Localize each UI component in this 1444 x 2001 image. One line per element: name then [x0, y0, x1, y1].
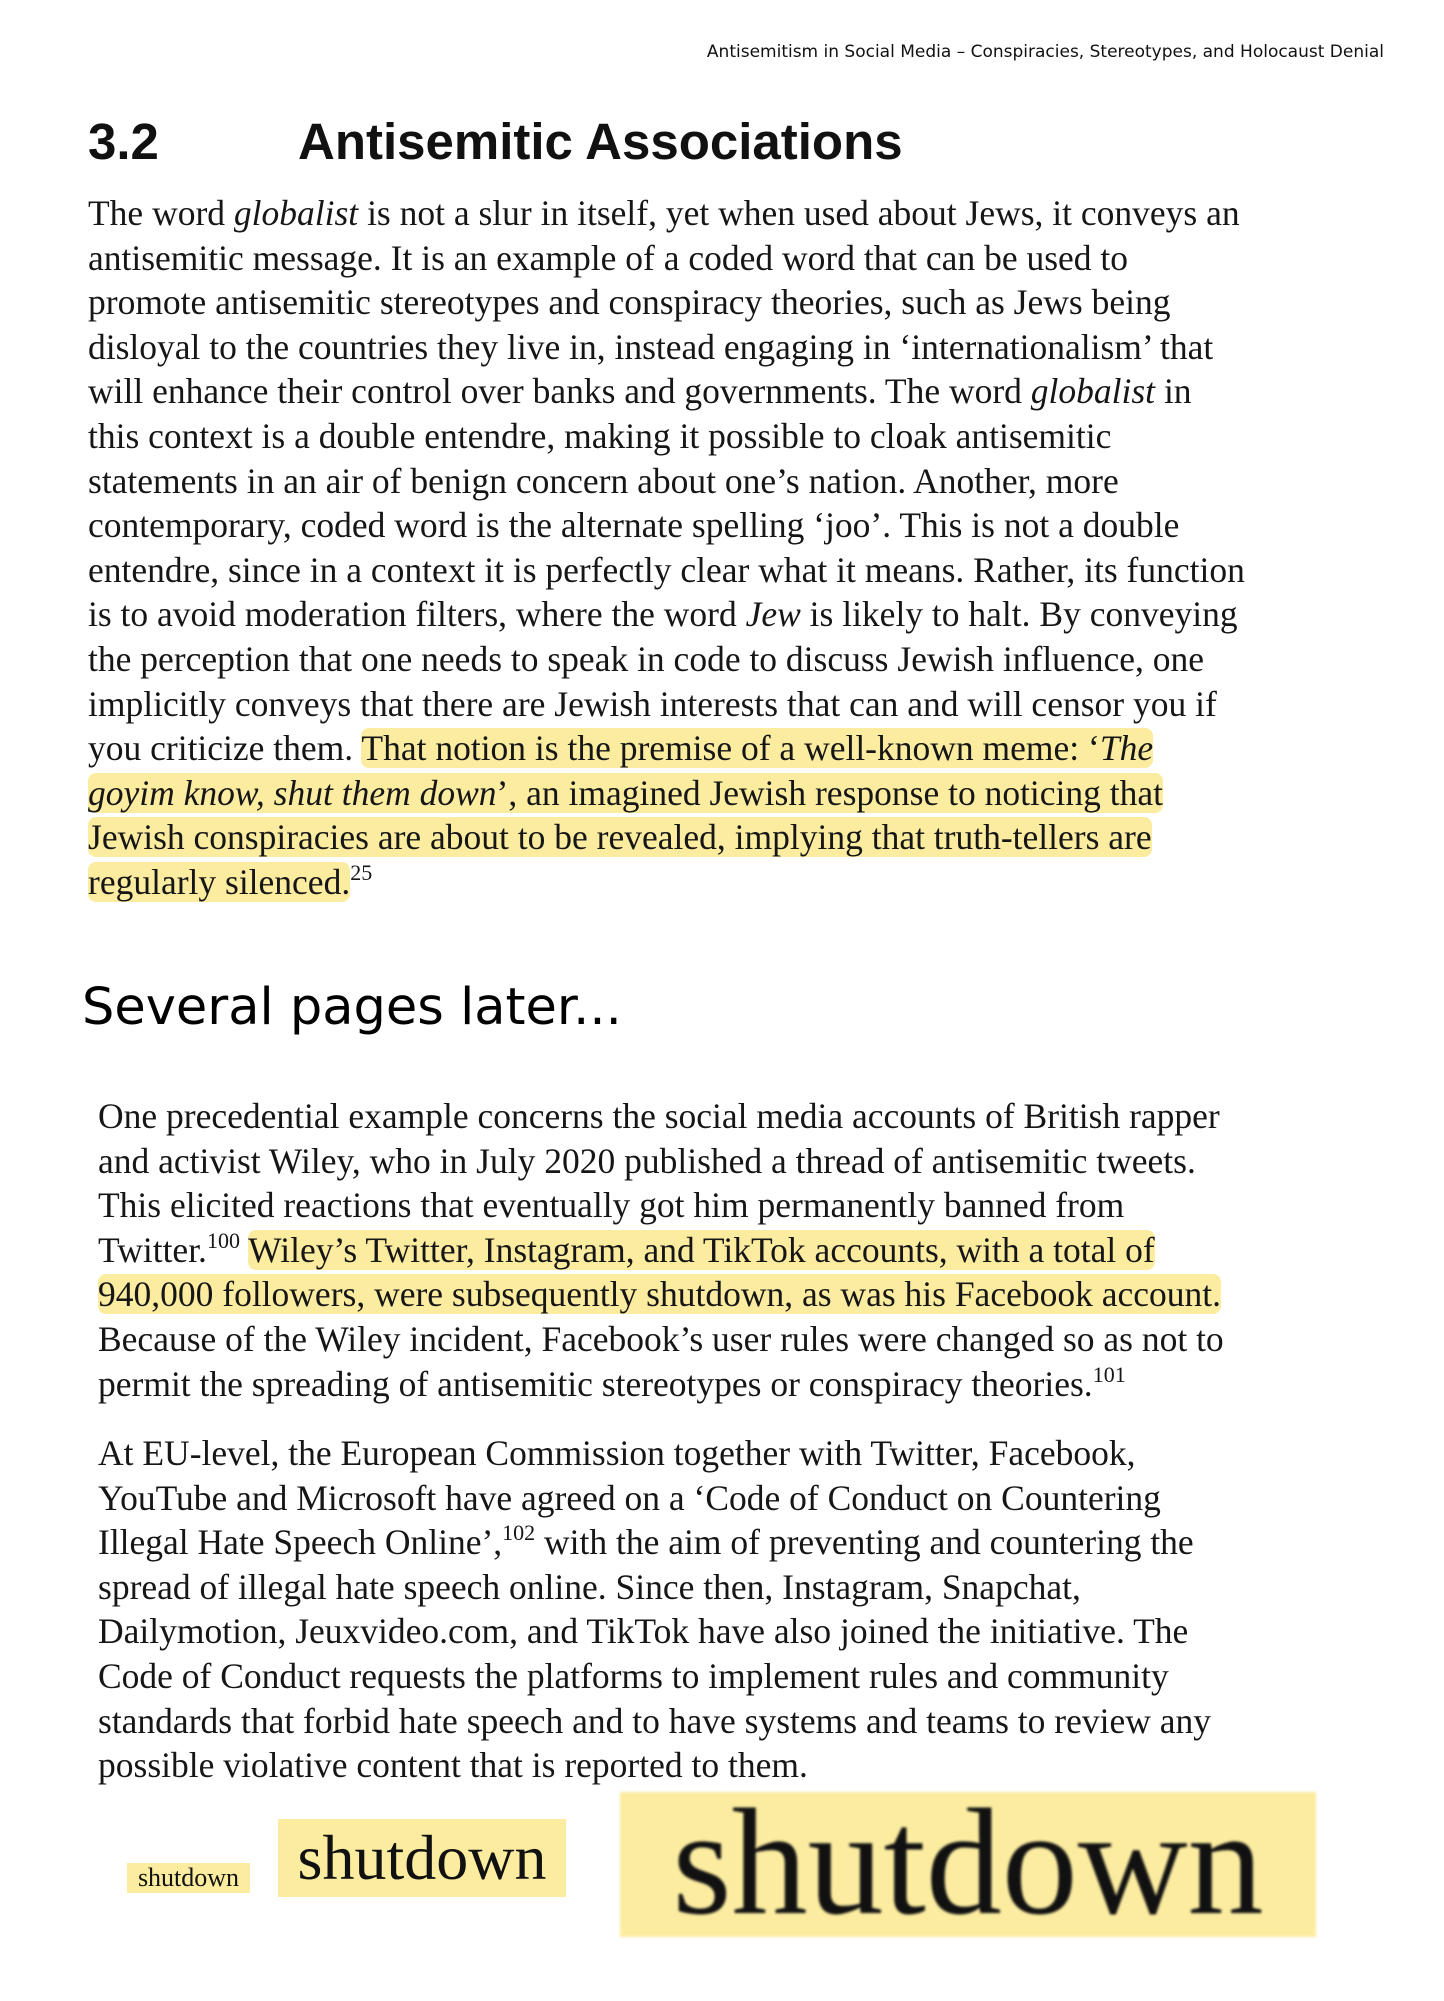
text-line — [88, 815, 1245, 860]
text-line: promote antisemitic stereotypes and conspiracy theories, such as Jews being — [88, 282, 1171, 323]
section-title: Antisemitic Associations — [298, 113, 903, 170]
zoomed-word-medium: shutdown — [278, 1819, 566, 1897]
highlighted-text: ’, an imagined Jewish response to noticing that — [496, 772, 1164, 813]
paragraph-antisemitic-associations — [88, 191, 1245, 905]
highlight — [88, 773, 1163, 813]
text-line: One precedential example concerns the social media accounts of British rapper — [98, 1096, 1220, 1136]
text-line: possible violative content that is reported to them. — [98, 1745, 808, 1786]
text-line — [88, 592, 1245, 637]
text-line: YouTube and Microsoft have agreed on a ‘Code of Conduct on Countering — [98, 1477, 1161, 1518]
text-line — [88, 860, 1245, 905]
section-number: 3.2 — [88, 113, 159, 170]
text-run: is not a slur in itself, yet when used about Jews, it conveys an — [358, 193, 1240, 233]
text-line: Dailymotion, Jeuxvideo.com, and TikTok have also joined the initiative. The — [98, 1611, 1189, 1652]
highlight: 940,000 followers, were subsequently shutdown, as was his Facebook account. — [98, 1274, 1221, 1315]
zoomed-word-large: shutdown — [620, 1792, 1316, 1937]
separator-caption: Several pages later... — [82, 978, 622, 1037]
text-run: with the aim of preventing and countering the — [535, 1522, 1194, 1563]
text-line — [98, 1362, 1224, 1407]
text-run: you criticize them. — [88, 728, 362, 769]
text-run: The word — [88, 193, 234, 233]
paragraph-wiley — [98, 1094, 1224, 1406]
text-run: is likely to halt. By conveying — [800, 594, 1238, 635]
text-line: implicitly conveys that there are Jewish interests that can and will censor you if — [88, 683, 1217, 724]
text-line: statements in an air of benign concern about one’s nation. Another, more — [88, 460, 1119, 501]
text-line: this context is a double entendre, making it possible to cloak antisemitic — [88, 415, 1112, 456]
text-line — [98, 1228, 1224, 1273]
text-run: Twitter. — [98, 1229, 207, 1270]
text-line: This elicited reactions that eventually got him permanently banned from — [98, 1185, 1125, 1226]
text-run: will enhance their control over banks and governments. The word — [88, 371, 1031, 412]
highlight: Jewish conspiracies are about to be revealed, implying that truth-tellers are — [88, 817, 1152, 858]
text-line — [88, 771, 1245, 816]
text-line: contemporary, coded word is the alternate spelling ‘joo’. This is not a double — [88, 505, 1180, 546]
highlight: Wiley’s Twitter, Instagram, and TikTok accounts, with a total of — [248, 1229, 1155, 1270]
text-line — [98, 1520, 1211, 1565]
text-line: At EU-level, the European Commission together with Twitter, Facebook, — [98, 1433, 1136, 1473]
text-line: Because of the Wiley incident, Facebook’s user rules were changed so as not to — [98, 1318, 1224, 1359]
running-head: Antisemitism in Social Media – Conspiracies, Stereotypes, and Holocaust Denial — [706, 42, 1384, 62]
text-run: permit the spreading of antisemitic stereotypes or conspiracy theories. — [98, 1363, 1093, 1404]
text-line: the perception that one needs to speak in code to discuss Jewish influence, one — [88, 638, 1204, 679]
highlighted-text: That notion is the premise of a well-known meme: ‘ — [361, 728, 1100, 769]
footnote-ref: 100 — [206, 1227, 240, 1253]
text-line: antisemitic message. It is an example of a coded word that can be used to — [88, 237, 1129, 278]
highlight: regularly silenced. — [88, 861, 351, 902]
paragraph-eu-code-of-conduct — [98, 1431, 1211, 1788]
italic-term: globalist — [233, 193, 359, 233]
text-line: entendre, since in a context it is perfectly clear what it means. Rather, its function — [88, 549, 1245, 590]
italic-quote: The — [1099, 728, 1154, 769]
text-line — [88, 191, 1245, 236]
text-run: Illegal Hate Speech Online’, — [98, 1522, 503, 1563]
text-line — [88, 369, 1245, 414]
footnote-ref: 25 — [350, 859, 373, 885]
section-heading — [88, 112, 903, 172]
text-line: disloyal to the countries they live in, instead engaging in ‘internationalism’ that — [88, 326, 1214, 367]
text-line: Code of Conduct requests the platforms to implement rules and community — [98, 1655, 1169, 1696]
text-line — [98, 1272, 1224, 1317]
text-line: spread of illegal hate speech online. Since then, Instagram, Snapchat, — [98, 1566, 1081, 1607]
text-line: standards that forbid hate speech and to have systems and teams to review any — [98, 1700, 1211, 1741]
text-line: and activist Wiley, who in July 2020 published a thread of antisemitic tweets. — [98, 1140, 1196, 1181]
footnote-ref: 101 — [1092, 1361, 1126, 1387]
italic-quote: goyim know, shut them down — [88, 772, 497, 813]
zoomed-word-small: shutdown — [127, 1863, 250, 1893]
text-line — [88, 726, 1245, 771]
text-run: in — [1155, 371, 1192, 412]
italic-term: Jew — [745, 594, 801, 635]
text-run: is to avoid moderation filters, where the word — [88, 594, 746, 635]
highlight — [361, 728, 1153, 768]
italic-term: globalist — [1030, 371, 1156, 412]
footnote-ref: 102 — [502, 1520, 536, 1546]
